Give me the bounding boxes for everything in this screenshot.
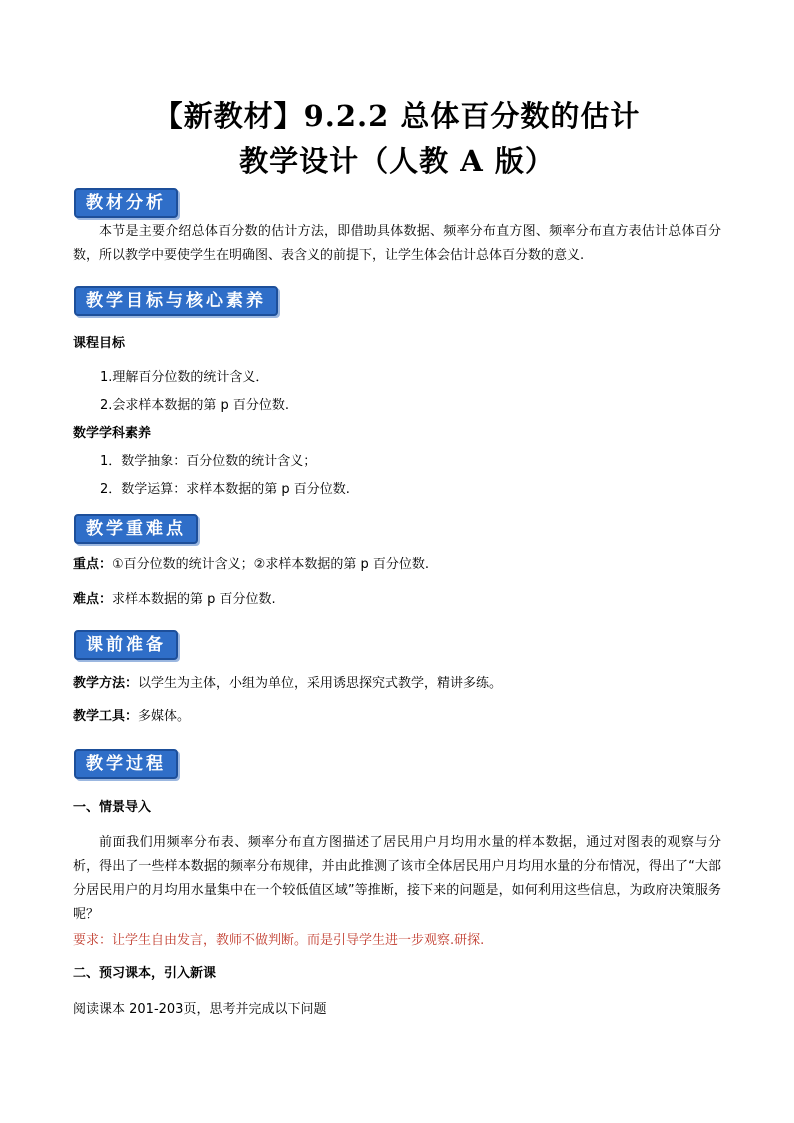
difficulty-line: [73, 589, 276, 611]
doc-title-line1: 【新教材】9.2.2 总体百分数的估计: [153, 99, 641, 133]
key-point-line: [73, 554, 429, 576]
process-heading-1: 一、情景导入: [73, 800, 152, 815]
course-goal-item: 2.会求样本数据的第 p 百分位数.: [100, 398, 290, 413]
section-badge-analysis: 教材分析: [74, 188, 178, 218]
literacy-heading: 数学学科素养: [73, 426, 152, 441]
doc-title-line2: 教学设计（人教 A 版）: [239, 144, 555, 178]
tool-label: 教学工具：: [73, 709, 139, 724]
method-line: [73, 673, 502, 695]
tool-text: 多媒体。: [138, 709, 191, 724]
course-goals-heading: 课程目标: [73, 336, 126, 351]
literacy-item: 1．数学抽象：百分位数的统计含义；: [100, 454, 317, 469]
course-goal-item: 1.理解百分位数的统计含义．: [100, 370, 269, 385]
key-point-label: 重点：: [73, 557, 113, 572]
section-badge-process: 教学过程: [74, 749, 178, 779]
key-point-text: ①百分位数的统计含义；②求样本数据的第 p 百分位数.: [112, 557, 429, 572]
requirement-note: 要求：让学生自由发言，教师不做判断。而是引导学生进一步观察.研探.: [73, 933, 485, 948]
process-paragraph: 前面我们用频率分布表、频率分布直方图描述了居民用户月均用水量的样本数据，通过对图表的观察与分析，得出了一些样本数据的频率分布规律，并由此推测了该市全体居民用户月均用水量的分布情况，得出了“大部分居民用户的月均用水量集中在一个较低值区域”等推断，接下来的问题是，如何利用这些信息，为政府决策服务呢？: [73, 835, 721, 922]
section-badge-prep: 课前准备: [74, 630, 178, 660]
literacy-item: 2．数学运算：求样本数据的第 p 百分位数.: [100, 482, 350, 497]
process-heading-2: 二、预习课本，引入新课: [73, 966, 217, 981]
difficulty-text: 求样本数据的第 p 百分位数.: [112, 592, 276, 607]
method-text: 以学生为主体，小组为单位，采用诱思探究式教学，精讲多练。: [138, 676, 503, 691]
method-label: 教学方法：: [73, 676, 139, 691]
tool-line: [73, 706, 190, 728]
section-badge-key: 教学重难点: [74, 514, 198, 544]
section-badge-goals: 教学目标与核心素养: [74, 286, 278, 316]
reading-instruction: 阅读课本 201-203页，思考并完成以下问题: [73, 1002, 327, 1017]
difficulty-label: 难点：: [73, 592, 113, 607]
analysis-paragraph: 本节是主要介绍总体百分数的估计方法，即借助具体数据、频率分布直方图、频率分布直方表估计总体百分数，所以教学中要使学生在明确图、表含义的前提下，让学生体会估计总体百分数的意义.: [73, 224, 721, 263]
